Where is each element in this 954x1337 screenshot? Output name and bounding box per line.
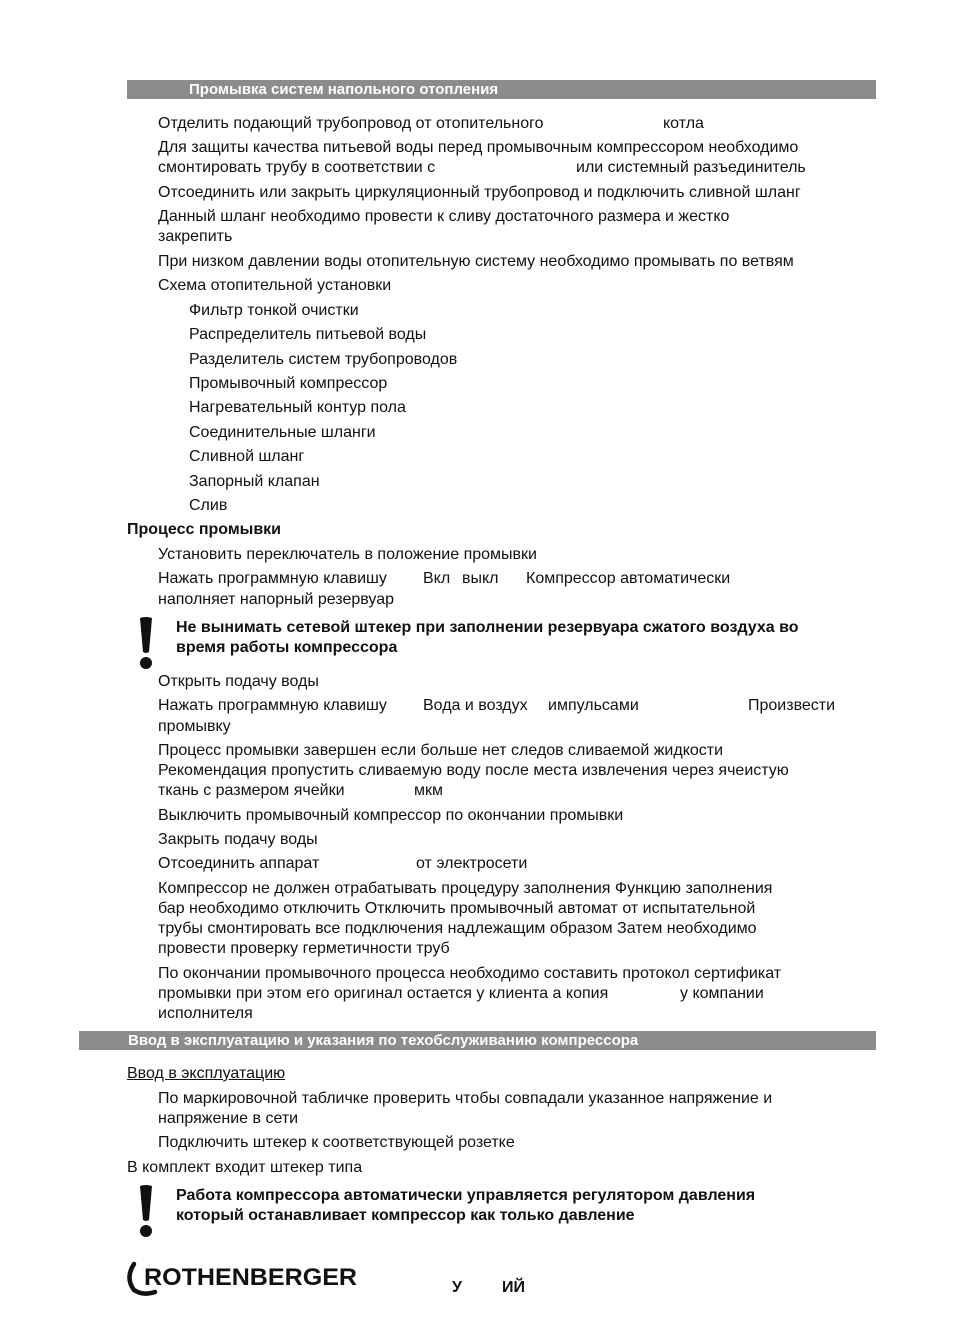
text-line: трубы смонтировать все подключения надлежащим образом Затем необходимо (158, 920, 757, 937)
text-line: у компании (680, 985, 764, 1002)
scheme-item: Сливной шланг (189, 448, 305, 465)
scheme-item: Распределитель питьевой воды (189, 326, 427, 343)
text-line: закрепить (158, 228, 233, 245)
text-line: бар необходимо отключить Отключить промывочный автомат от испытательной (158, 900, 756, 917)
exclamation-icon (138, 1184, 154, 1238)
text-line: По маркировочной табличке проверить чтобы совпадали указанное напряжение и (158, 1090, 773, 1107)
text-line: Выключить промывочный компрессор по окончании промывки (158, 807, 624, 824)
footer-label: ИЙ (502, 1279, 525, 1296)
text-line: Процесс промывки завершен если больше нет следов сливаемой жидкости (158, 742, 724, 759)
scheme-item: Промывочный компрессор (189, 375, 388, 392)
scheme-item: Разделитель систем трубопроводов (189, 351, 458, 368)
footer-label: У (452, 1279, 462, 1296)
text-line: ткань с размером ячейки (158, 782, 345, 799)
text-line: Вкл (423, 570, 451, 587)
text-line: Отсоединить или закрыть циркуляционный трубопровод и подключить сливной шланг (158, 184, 801, 201)
text-line: Компрессор не должен отрабатывать процедуру заполнения Функцию заполнения (158, 880, 773, 897)
text-line: или системный разъединитель (576, 159, 806, 176)
scheme-item: Фильтр тонкой очистки (189, 302, 359, 319)
text-line: Подключить штекер к соответствующей розетке (158, 1134, 515, 1151)
warning-line: Не вынимать сетевой штекер при заполнении резервуара сжатого воздуха во (176, 619, 799, 636)
text-line: Закрыть подачу воды (158, 831, 318, 848)
text-line: котла (663, 115, 704, 132)
scheme-item: Запорный клапан (189, 473, 320, 490)
text-line: исполнителя (158, 1005, 253, 1022)
process-heading: Процесс промывки (127, 521, 281, 538)
text-line: выкл (462, 570, 499, 587)
rothenberger-logo (125, 1260, 360, 1296)
text-line: По окончании промывочного процесса необходимо составить протокол сертификат (158, 965, 782, 982)
text-line: В комплект входит штекер типа (127, 1159, 363, 1176)
text-line: Компрессор автоматически (526, 570, 731, 587)
scheme-item: Соединительные шланги (189, 424, 376, 441)
text-line: от электросети (416, 855, 528, 872)
text-line: Схема отопительной установки (158, 277, 392, 294)
text-line: импульсами (548, 697, 639, 714)
warning-line: время работы компрессора (176, 639, 398, 656)
text-line: Произвести (748, 697, 836, 714)
text-line: напряжение в сети (158, 1110, 299, 1127)
text-line: Данный шланг необходимо провести к сливу достаточного размера и жестко (158, 208, 730, 225)
exclamation-icon (138, 616, 154, 670)
logo-text: ROTHENBERGER (144, 1264, 357, 1291)
section-title: Промывка систем напольного отопления (189, 81, 499, 98)
text-line: промывки при этом его оригинал остается у клиента а копия (158, 985, 609, 1002)
text-line: Открыть подачу воды (158, 673, 319, 690)
text-line: Нажать программную клавишу (158, 697, 387, 714)
text-line: Нажать программную клавишу (158, 570, 387, 587)
text-line: смонтировать трубу в соответствии с (158, 159, 436, 176)
text-line: промывку (158, 718, 231, 735)
text-line: Вода и воздух (423, 697, 528, 714)
text-line: Отсоединить аппарат (158, 855, 320, 872)
text-line: наполняет напорный резервуар (158, 591, 394, 608)
scheme-item: Слив (189, 497, 228, 514)
text-line: При низком давлении воды отопительную систему необходимо промывать по ветвям (158, 253, 794, 270)
text-line: мкм (414, 782, 443, 799)
section-header-commissioning (79, 1031, 876, 1050)
text-line: Рекомендация пропустить сливаемую воду после места извлечения через ячеистую (158, 762, 789, 779)
subheading-commissioning: Ввод в эксплуатацию (127, 1065, 286, 1082)
text-line: Для защиты качества питьевой воды перед промывочным компрессором необходимо (158, 139, 799, 156)
section-title: Ввод в эксплуатацию и указания по техобслуживанию компрессора (128, 1032, 639, 1049)
text-line: Отделить подающий трубопровод от отопительного (158, 115, 544, 132)
warning-line: который останавливает компрессор как только давление (176, 1207, 635, 1224)
section-header-floor-heating-flush (127, 80, 876, 99)
scheme-item: Нагревательный контур пола (189, 399, 406, 416)
text-line: провести проверку герметичности труб (158, 940, 450, 957)
warning-line: Работа компрессора автоматически управляется регулятором давления (176, 1187, 756, 1204)
text-line: Установить переключатель в положение промывки (158, 546, 537, 563)
